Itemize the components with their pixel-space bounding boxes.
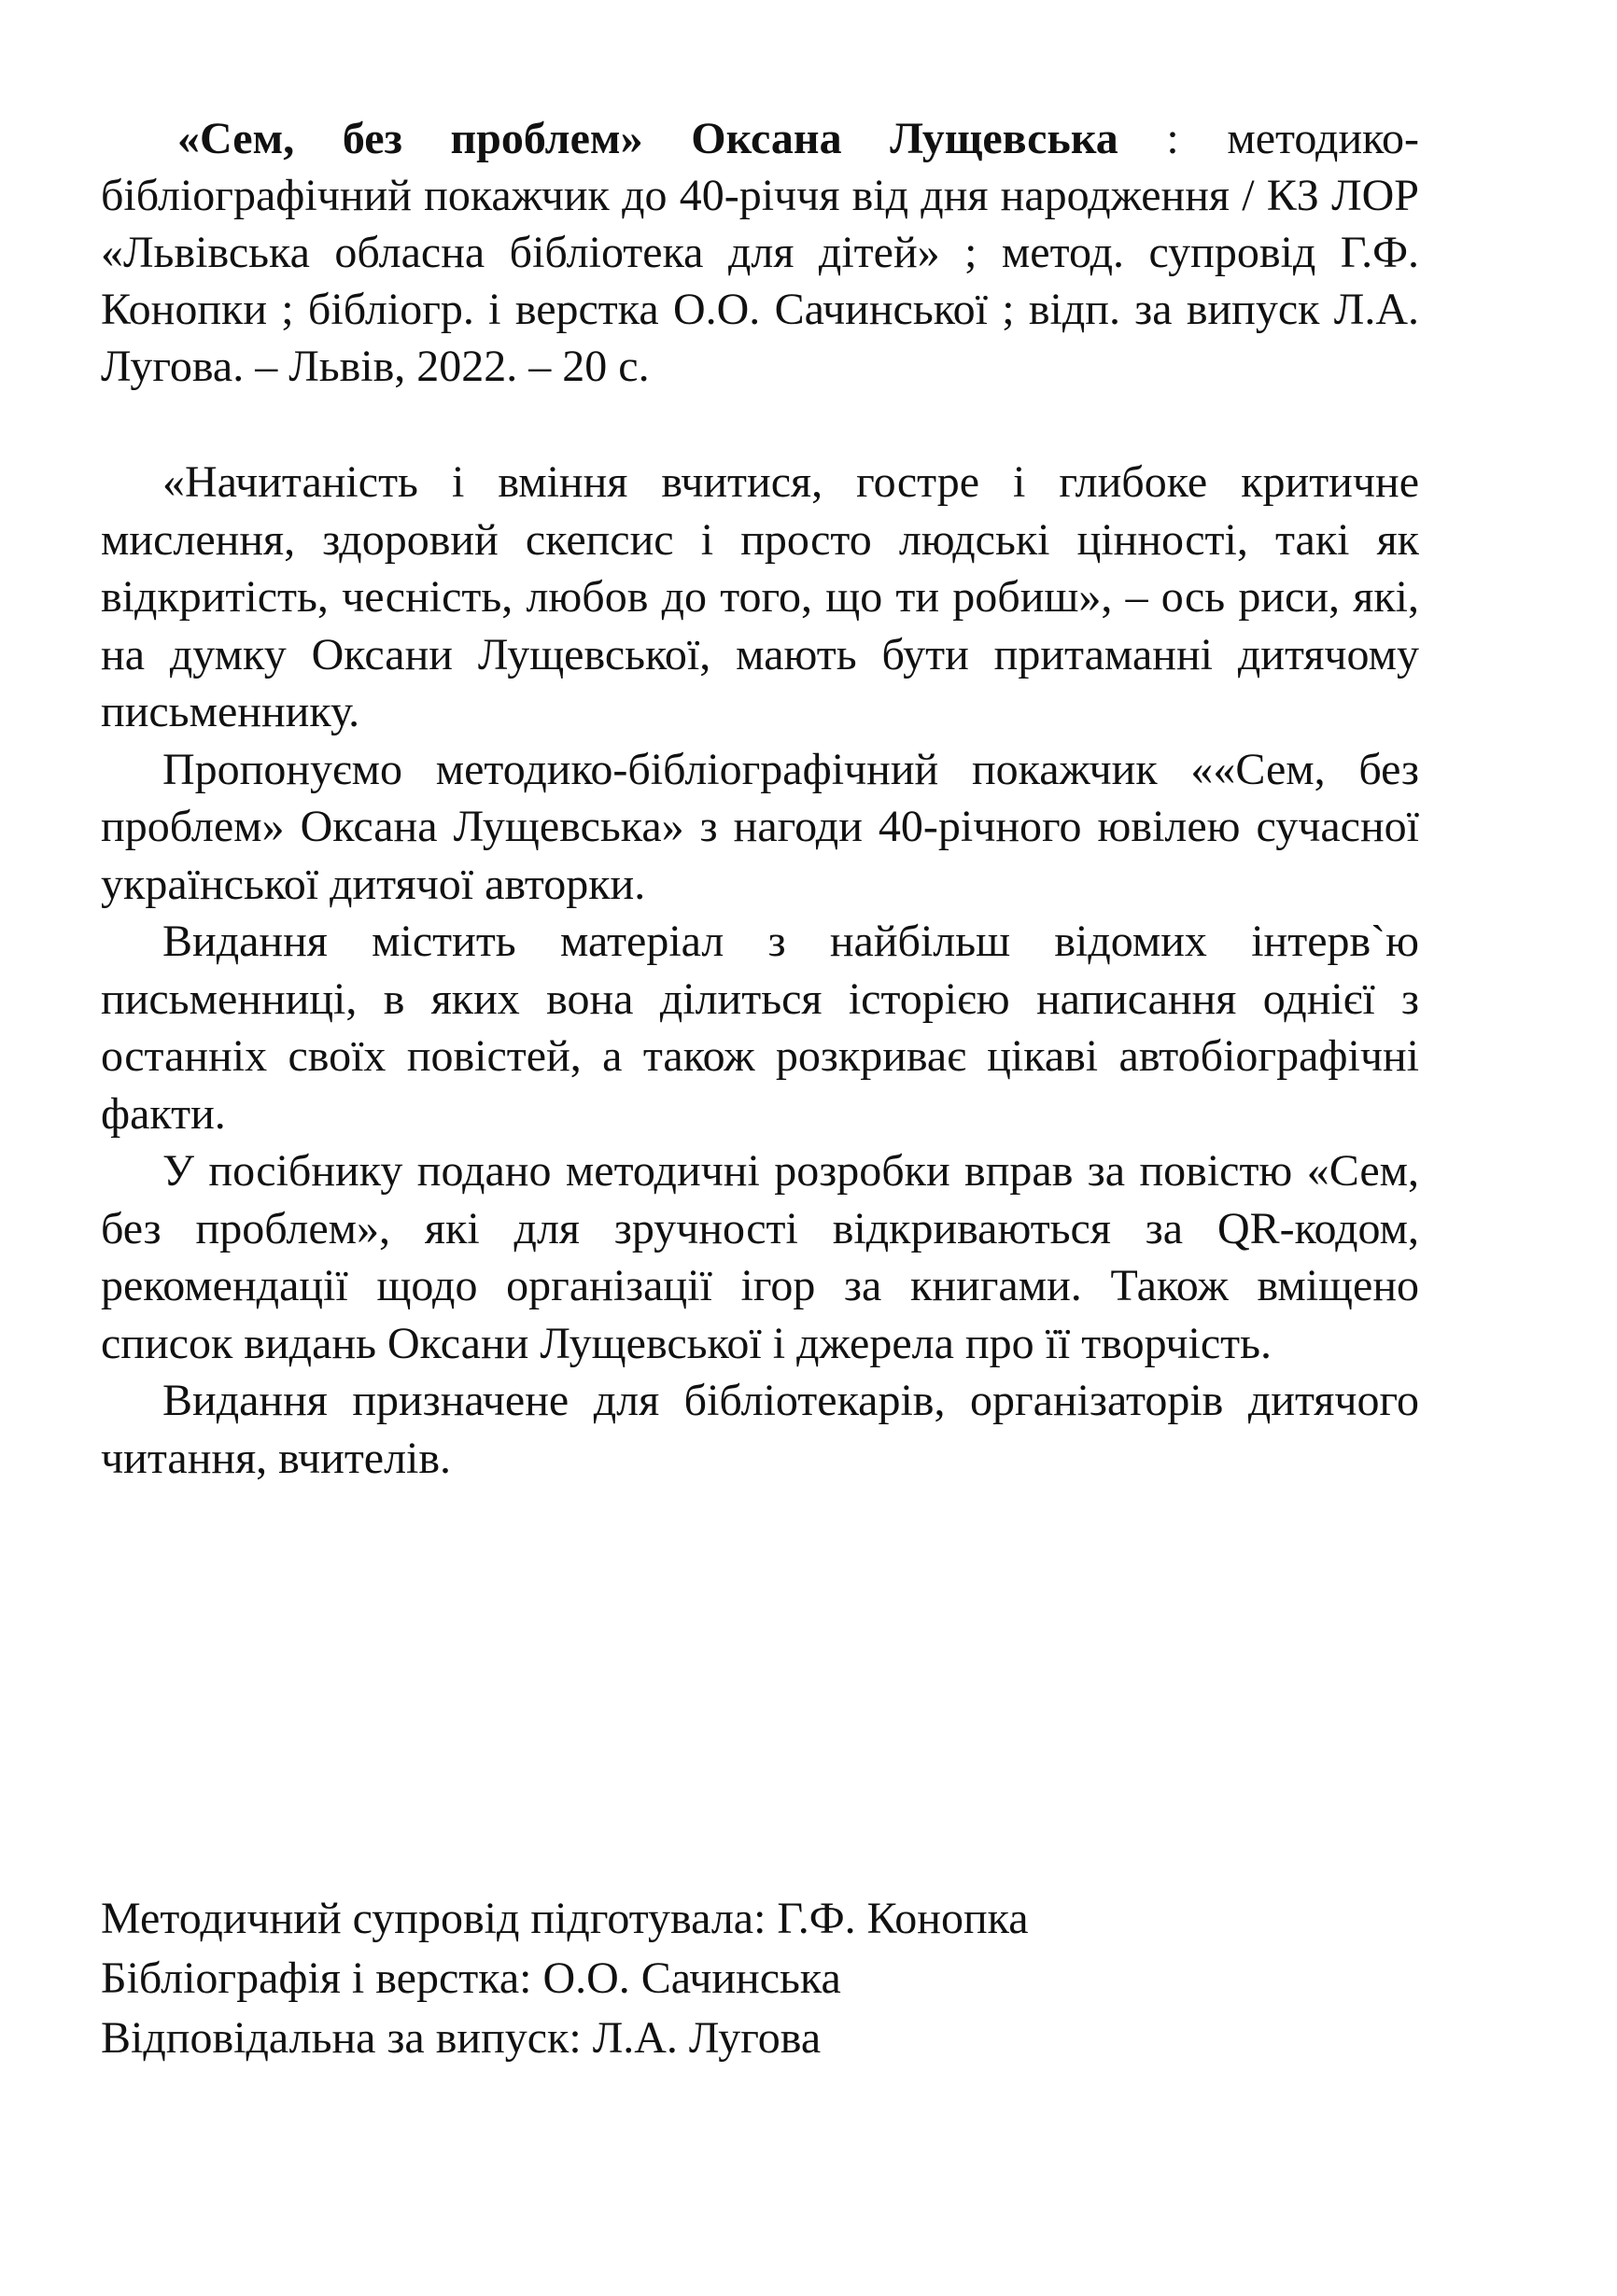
paragraph-proposal: Пропонуємо методико-бібліографічний покажчик ««Сем, без проблем» Оксана Лущевська» з нагоди 40-річного ювілею сучасної української дитячої авторки.	[101, 744, 1419, 909]
annotation-text	[101, 454, 1419, 1487]
paragraph-materials: У посібнику подано методичні розробки вправ за повістю «Сем, без проблем», які для зручності відкриваються за QR-кодом, рекомендації щодо організації ігор за книгами. Також вміщено список видань Оксани Лущевської і джерела про її творчість.	[101, 1146, 1419, 1368]
document-page	[101, 110, 1419, 1487]
credit-bibliography: Бібліографія і верстка: О.О. Сачинська	[101, 1953, 841, 2003]
bibliographic-description: : методико-бібліографічний покажчик до 40-річчя від дня народження / КЗ ЛОР «Львівська обласна бібліотека для дітей» ; метод. супровід Г.Ф. Конопки ; бібліогр. і верстка О.О. Сачинської ; відп. за випуск Л.А. Лугова. – Львів, 2022. – 20 с.	[101, 114, 1419, 391]
credit-responsible: Відповідальна за випуск: Л.А. Лугова	[101, 2013, 822, 2063]
publication-title: «Сем, без проблем» Оксана Лущевська	[177, 114, 1118, 163]
paragraph-audience: Видання призначене для бібліотекарів, організаторів дитячого читання, вчителів.	[101, 1376, 1419, 1483]
paragraph-contents: Видання містить матеріал з найбільш відомих інтерв`ю письменниці, в яких вона ділиться історією написання однієї з останніх своїх повістей, а також розкриває цікаві автобіографічні факти.	[101, 917, 1419, 1139]
paragraph-quote: «Начитаність і вміння вчитися, гостре і глибоке критичне мислення, здоровий скепсис і просто людські цінності, такі як відкритість, чесність, любов до того, що ти робиш», – ось риси, які, на думку Оксани Лущевської, мають бути притаманні дитячому письменнику.	[101, 457, 1419, 736]
credit-methodical: Методичний супровід підготувала: Г.Ф. Конопка	[101, 1894, 1029, 1943]
bibliographic-entry	[101, 110, 1419, 395]
credits-block	[101, 1889, 1419, 2068]
